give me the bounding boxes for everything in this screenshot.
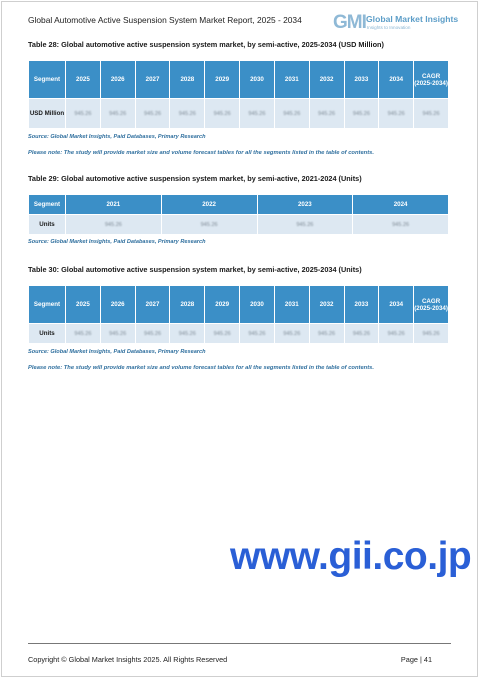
table30-cell bbox=[309, 324, 344, 344]
table30-header-col: 2025 bbox=[66, 286, 101, 324]
table28-header-col: 2026 bbox=[100, 61, 135, 99]
table28-header-col: CAGR (2025-2034) bbox=[414, 61, 449, 99]
table28-data-row bbox=[29, 99, 449, 129]
table30-cell-value: 945.26 bbox=[248, 331, 266, 337]
table28-header-row bbox=[29, 61, 449, 99]
table28-cell bbox=[309, 99, 344, 129]
table30-cell-value: 945.26 bbox=[178, 331, 196, 337]
gmi-logo bbox=[333, 12, 459, 38]
table28-cell bbox=[274, 99, 309, 129]
table30-caption: Table 30: Global automotive active suspension system market, by semi-active, 2025-2034 (Units) bbox=[28, 265, 362, 274]
table29-cell bbox=[161, 215, 257, 235]
table30-row-label: Units bbox=[29, 324, 66, 344]
table28-cell bbox=[414, 99, 449, 129]
table28-cell bbox=[135, 99, 170, 129]
table28-cell bbox=[379, 99, 414, 129]
table29-cell bbox=[257, 215, 353, 235]
table30 bbox=[28, 285, 449, 344]
table30-cell-value: 945.26 bbox=[74, 331, 92, 337]
table28-row-label: USD Million bbox=[29, 99, 66, 129]
table30-cell-value: 945.26 bbox=[213, 331, 231, 337]
table30-cell bbox=[66, 324, 101, 344]
table28-cell-value: 945.26 bbox=[143, 111, 162, 117]
table28-cell bbox=[66, 99, 101, 129]
watermark: www.gii.co.jp bbox=[230, 535, 472, 578]
table28-header-col: 2028 bbox=[170, 61, 205, 99]
table29-cell bbox=[66, 215, 162, 235]
logo-tagline: Insights to Innovation bbox=[367, 25, 411, 30]
table28-cell-value: 945.26 bbox=[283, 111, 301, 117]
table29-header-col: 2021 bbox=[66, 195, 162, 215]
table28-header-segment: Segment bbox=[29, 61, 66, 99]
table29-cell bbox=[353, 215, 449, 235]
table28-cell-value: 945.26 bbox=[387, 111, 405, 117]
table28-note: Please note: The study will provide market size and volume forecast tables for all the segments listed in the table of contents. bbox=[28, 150, 374, 156]
table30-cell bbox=[100, 324, 135, 344]
table30-note: Please note: The study will provide market size and volume forecast tables for all the segments listed in the table of contents. bbox=[28, 365, 374, 371]
table30-cell bbox=[135, 324, 170, 344]
table30-cell bbox=[274, 324, 309, 344]
table28-header-col: 2025 bbox=[66, 61, 101, 99]
table30-cell bbox=[414, 324, 449, 344]
table30-cell-value: 945.26 bbox=[318, 331, 336, 337]
table28-cell-value: 945.26 bbox=[109, 111, 127, 117]
table30-cell-value: 945.26 bbox=[283, 331, 301, 337]
table28-header-col: 2027 bbox=[135, 61, 170, 99]
report-title: Global Automotive Active Suspension System Market Report, 2025 - 2034 bbox=[28, 15, 302, 25]
table28-header-col: 2030 bbox=[240, 61, 275, 99]
table29-data-row bbox=[29, 215, 449, 235]
table28-cell bbox=[100, 99, 135, 129]
table28-cell bbox=[344, 99, 379, 129]
table29-header-col: 2022 bbox=[161, 195, 257, 215]
table29-caption: Table 29: Global automotive active suspension system market, by semi-active, 2021-2024 (Units) bbox=[28, 174, 362, 183]
table30-header-col: 2026 bbox=[100, 286, 135, 324]
table30-header-col: 2032 bbox=[309, 286, 344, 324]
table28-header-col: 2031 bbox=[274, 61, 309, 99]
footer-copyright: Copyright © Global Market Insights 2025. All Rights Reserved bbox=[28, 655, 228, 664]
table29-header-segment: Segment bbox=[29, 195, 66, 215]
table30-header-col: CAGR (2025-2034) bbox=[414, 286, 449, 324]
table30-cell bbox=[240, 324, 275, 344]
table30-data-row bbox=[29, 324, 449, 344]
table30-source: Source: Global Market Insights, Paid Databases, Primary Research bbox=[28, 349, 206, 355]
table28-cell-value: 945.26 bbox=[74, 111, 92, 117]
table29-source: Source: Global Market Insights, Paid Databases, Primary Research bbox=[28, 239, 206, 245]
table29 bbox=[28, 194, 449, 235]
table28-cell bbox=[170, 99, 205, 129]
table30-cell-value: 945.26 bbox=[109, 331, 127, 337]
table30-cell-value: 945.26 bbox=[352, 331, 370, 337]
table30-header-row bbox=[29, 286, 449, 324]
table28-cell bbox=[240, 99, 275, 129]
table29-row-label: Units bbox=[29, 215, 66, 235]
table28-caption: Table 28: Global automotive active suspension system market, by semi-active, 2025-2034 (USD Million) bbox=[28, 40, 384, 49]
table30-header-col: 2028 bbox=[170, 286, 205, 324]
table29-header-row bbox=[29, 195, 449, 215]
table28-cell-value: 945.26 bbox=[318, 111, 336, 117]
table30-cell-value: 945.26 bbox=[143, 331, 162, 337]
table30-header-col: 2030 bbox=[240, 286, 275, 324]
table30-header-col: 2034 bbox=[379, 286, 414, 324]
table28-source: Source: Global Market Insights, Paid Databases, Primary Research bbox=[28, 134, 206, 140]
table28 bbox=[28, 60, 449, 129]
table28-header-col: 2032 bbox=[309, 61, 344, 99]
table28-cell-value: 945.26 bbox=[248, 111, 266, 117]
table29-cell-value: 945.26 bbox=[296, 222, 314, 228]
table29-header-col: 2023 bbox=[257, 195, 353, 215]
table28-header-col: 2029 bbox=[205, 61, 240, 99]
logo-mark: GMI bbox=[333, 12, 366, 33]
table28-header-col: 2033 bbox=[344, 61, 379, 99]
table29-cell-value: 945.26 bbox=[104, 222, 122, 228]
table30-header-col: 2027 bbox=[135, 286, 170, 324]
table29-cell-value: 945.26 bbox=[200, 222, 218, 228]
table28-cell-value: 945.26 bbox=[178, 111, 196, 117]
table30-cell bbox=[170, 324, 205, 344]
footer-divider bbox=[28, 643, 451, 644]
table28-cell-value: 945.26 bbox=[352, 111, 370, 117]
table30-header-col: 2033 bbox=[344, 286, 379, 324]
table28-cell-value: 945.26 bbox=[213, 111, 231, 117]
table28-cell-value: 945.26 bbox=[422, 111, 440, 117]
footer-page-number: Page | 41 bbox=[400, 655, 432, 664]
table29-header-col: 2024 bbox=[353, 195, 449, 215]
table28-header-col: 2034 bbox=[379, 61, 414, 99]
table30-cell bbox=[379, 324, 414, 344]
table29-cell-value: 945.26 bbox=[392, 222, 410, 228]
table30-cell bbox=[205, 324, 240, 344]
table30-cell-value: 945.26 bbox=[422, 331, 440, 337]
table30-header-col: 2031 bbox=[274, 286, 309, 324]
table30-cell-value: 945.26 bbox=[387, 331, 405, 337]
table30-cell bbox=[344, 324, 379, 344]
logo-name: Global Market Insights bbox=[366, 14, 459, 24]
table30-header-col: 2029 bbox=[205, 286, 240, 324]
table28-cell bbox=[205, 99, 240, 129]
table30-header-segment: Segment bbox=[29, 286, 66, 324]
